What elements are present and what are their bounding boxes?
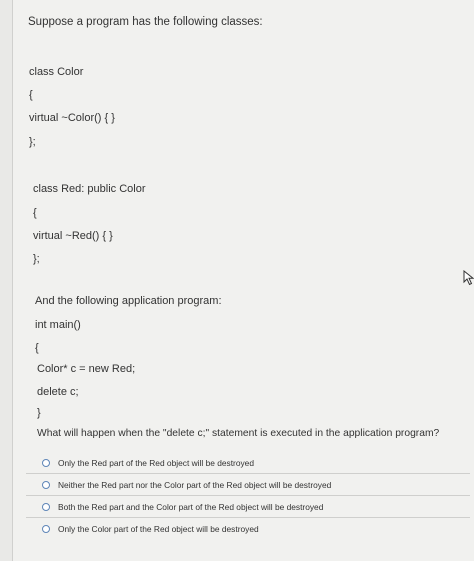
code-line: delete c; (37, 386, 79, 398)
code-line: { (29, 89, 33, 101)
radio-button[interactable] (42, 525, 50, 533)
answer-option[interactable] (26, 518, 470, 539)
code-line: } (37, 407, 41, 419)
question-intro: Suppose a program has the following classes: (28, 16, 263, 28)
answer-option[interactable] (26, 452, 470, 474)
code-line: virtual ~Color() { } (29, 112, 115, 124)
code-line: class Red: public Color (33, 183, 146, 195)
code-line: Color* c = new Red; (37, 363, 136, 375)
code-line: }; (29, 136, 36, 148)
answer-options (26, 452, 470, 539)
answer-option[interactable] (26, 474, 470, 496)
code-line: { (33, 207, 37, 219)
answer-option-label: Both the Red part and the Color part of the Red object will be destroyed (58, 501, 324, 512)
radio-button[interactable] (42, 503, 50, 511)
answer-option-label: Only the Red part of the Red object will be destroyed (58, 457, 254, 468)
answer-option[interactable] (26, 496, 470, 518)
radio-button[interactable] (42, 481, 50, 489)
answer-option-label: Only the Color part of the Red object will be destroyed (58, 523, 259, 534)
code-line: int main() (35, 319, 81, 331)
question-prompt: What will happen when the "delete c;" statement is executed in the application program? (37, 428, 440, 439)
answer-option-label: Neither the Red part nor the Color part of the Red object will be destroyed (58, 479, 332, 490)
code-line: virtual ~Red() { } (33, 230, 113, 242)
code-line: { (35, 342, 39, 354)
radio-button[interactable] (42, 459, 50, 467)
code-line: class Color (29, 66, 84, 78)
code-line: }; (33, 253, 40, 265)
mouse-cursor-icon (463, 270, 474, 286)
app-intro: And the following application program: (35, 295, 222, 307)
